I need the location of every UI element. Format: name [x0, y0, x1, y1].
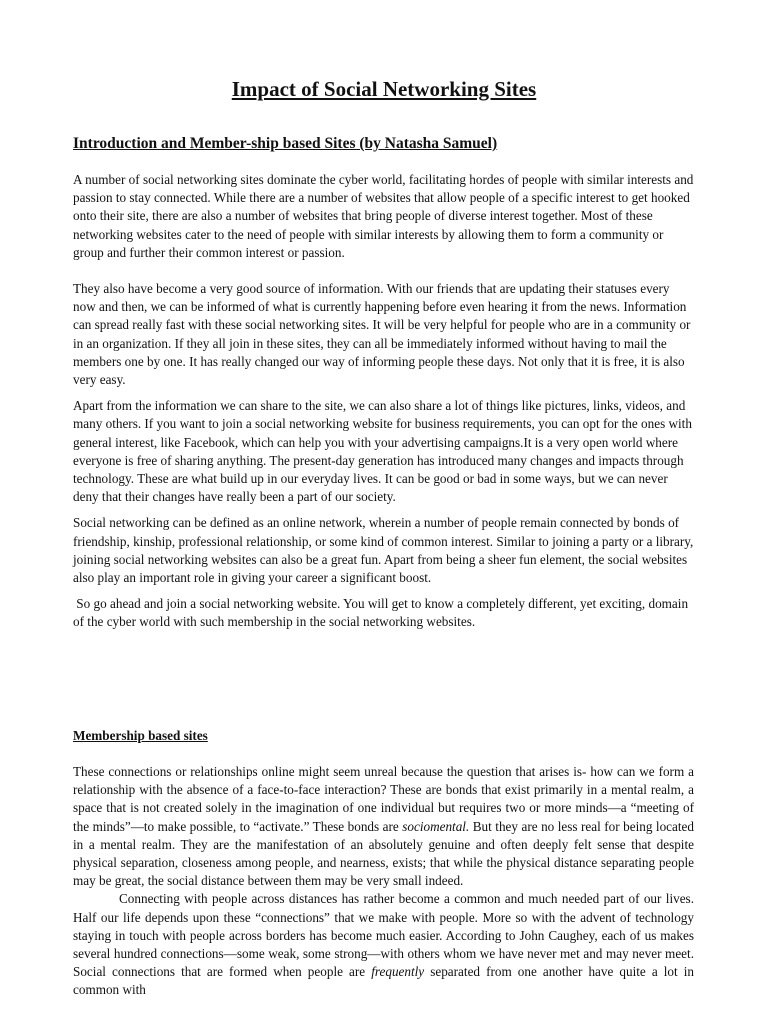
intro-paragraph-3: Apart from the information we can share to the site, we can also share a lot of things like pictures, links, videos, and many others. If you want to join a social networking website for business requirements, you can opt for the ones with general interest, like Facebook, which can help you with your advertising campaigns.It is a very open world where everyone is free of sharing anything. The present-day generation has introduced many changes and impacts through technology. These are what build up in our everyday lives. It can be good or bad in some ways, but we can never deny that their changes have really been a part of our society. [73, 398, 692, 505]
membership-paragraph-1 [73, 763, 694, 890]
intro-paragraph-2: They also have become a very good source of information. With our friends that are updating their statuses every now and then, we can be informed of what is currently happening before even hearing it from the news. Information can spread really fast with these social networking sites. It will be very helpful for people who are in a community or in an organization. If they all join in these sites, they can all be immediately informed without having to mail the members one by one. It has really changed our way of informing people these days. Not only that it is free, it is also very easy. [73, 281, 691, 388]
membership-p1-text-a: These connections or relationships online might seem unreal because the question that arises is- how can we form a relationship with the absence of a face-to-face interaction? These are bonds that exist primarily in a mental realm, a space that is not created solely in the imagination of one individual but requires two or more minds—a “meeting of the minds”—to make possible, to “activate.” These bonds are [73, 764, 694, 834]
membership-p1-emphasis: sociomental. [402, 818, 470, 834]
membership-p2-emphasis: frequently [371, 964, 425, 980]
membership-p2-text-a: Connecting with people across distances has rather become a common and much needed part of our lives. Half our life depends upon these “connections” that we make with people. More so with the advent of technology staying in touch with people across borders has become much easier. According to John Caughey, each of us makes several hundred connections—some weak, some strong—with others whom we have never met and may never meet. Social connections that are formed when people are [73, 891, 694, 980]
membership-p1-text-b: But they are no less real for being located in a mental realm. They are the manifestation of an absolutely genuine and often deeply felt sense that despite physical separation, closeness among people, and nearness, exists; that while the physical distance separating people may be great, the social distance between them may be very small indeed. [73, 818, 694, 889]
membership-section [73, 763, 694, 1000]
intro-paragraph-1: A number of social networking sites dominate the cyber world, facilitating hordes of people with similar interests and passion to stay connected. While there are a number of websites that allow people of a specific interest to get hooked onto their site, there are also a number of websites that bring people of diverse interest together. Most of these networking websites cater to the need of people with similar interests by allowing them to form a community or group and further their common interest or passion. [73, 172, 694, 260]
membership-paragraph-2 [73, 890, 694, 999]
intro-paragraph-5: So go ahead and join a social networking website. You will get to know a completely different, yet exciting, domain of the cyber world with such membership in the social networking websites. [73, 596, 692, 630]
document-subtitle: Introduction and Member-ship based Sites (by Natasha Samuel) [73, 135, 498, 152]
intro-paragraph-4: Social networking can be defined as an online network, wherein a number of people remain connected by bonds of friendship, kinship, professional relationship, or some kind of common interest. Similar to joining a party or a library, joining social networking websites can also be a great fun. Apart from being a sheer fun element, the social websites also play an important role in giving your career a significant boost. [73, 515, 694, 586]
intro-section [73, 171, 694, 640]
section-heading-membership: Membership based sites [73, 728, 208, 743]
document-title: Impact of Social Networking Sites [231, 77, 537, 101]
membership-p2-text-b: separated from one another have quite a lot in common with [73, 964, 694, 998]
